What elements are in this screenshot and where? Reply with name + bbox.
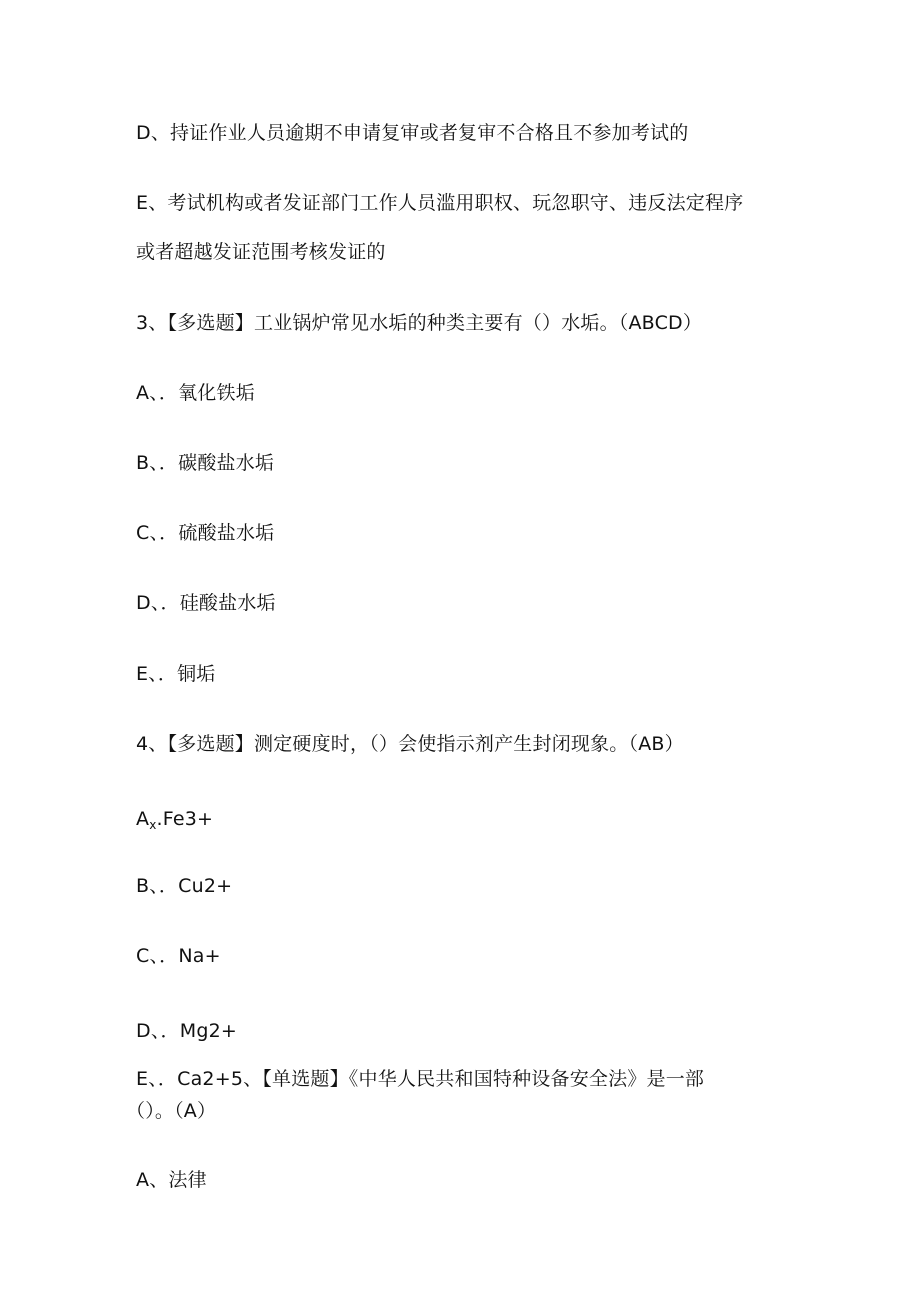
q3-option-d: D、．硅酸盐水垢: [136, 592, 276, 614]
q4-option-e-and-question-5: E、．Ca2+5、【单选题】《中华人民共和国特种设备安全法》是一部: [136, 1068, 705, 1090]
q3-option-a: A、．氧化铁垢: [136, 382, 255, 404]
question-4: 4、【多选题】测定硬度时，（）会使指示剂产生封闭现象。（AB）: [136, 733, 684, 755]
question-3: 3、【多选题】工业锅炉常见水垢的种类主要有（）水垢。（ABCD）: [136, 312, 703, 334]
question-5-answer: （）。（A）: [126, 1100, 217, 1122]
q4-option-c: C、．Na+: [136, 945, 221, 967]
q3-option-c: C、．硫酸盐水垢: [136, 522, 275, 544]
q4-option-d: D、．Mg2+: [136, 1020, 237, 1042]
q4-option-a-text: .Fe3+: [156, 808, 214, 830]
q3-option-e: E、．铜垢: [136, 663, 216, 685]
q4-option-a-subscript: x: [149, 818, 157, 832]
q4-option-a-letter: A: [136, 808, 150, 830]
q4-option-a: [136, 807, 213, 831]
q3-option-b: B、．碳酸盐水垢: [136, 452, 275, 474]
q4-option-b: B、．Cu2+: [136, 875, 233, 897]
option-e-q2-line1: E、考试机构或者发证部门工作人员滥用职权、玩忽职守、违反法定程序: [136, 192, 744, 214]
option-d-q2: D、持证作业人员逾期不申请复审或者复审不合格且不参加考试的: [136, 122, 689, 144]
option-e-q2-line2: 或者超越发证范围考核发证的: [136, 241, 386, 263]
q5-option-a: A、法律: [136, 1169, 207, 1191]
